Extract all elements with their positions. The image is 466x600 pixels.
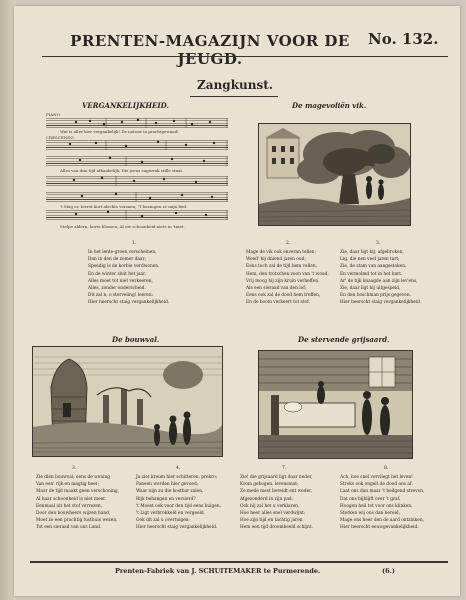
verse-line: Alles moet tot niet verkeeren,	[88, 278, 153, 284]
verse-number: 1.	[132, 241, 137, 246]
verse-line: Stroks ook ongelt de dood ons af.	[340, 482, 413, 488]
verse-line: Ja ziet kreum hier schitteren, prekro;	[136, 475, 218, 480]
ruin-illustration	[33, 347, 222, 456]
page-title: PRENTEN-MAGAZIJN VOOR DE JEUGD.	[70, 32, 350, 68]
verse-line: Hier heerscht staig vergankelijkheid.	[136, 525, 218, 531]
verse-line: Zie, daar ligt hij uitgespeid,	[340, 286, 401, 292]
dying-old-man-illustration	[259, 351, 412, 458]
verse-line: Paneen worden hier gevoed;	[136, 482, 199, 488]
lyric-line: Stelpe aldern, korte blossen, Al uw schoonheid niets in 'tniet.	[60, 224, 185, 229]
verse-line: Krom gebogen, levensmat;	[240, 482, 299, 488]
verse-line: Tot een sieraad van ons Land.	[36, 525, 102, 531]
verse-line: Eens tuch zal de tijd hem vellen,	[246, 264, 317, 270]
verse-line: Lig, die nen veel jaren tart;	[340, 257, 400, 263]
lyric-line: 't Mag er, Ieerst kort alechts verzaen; 'T bezingen ze mijn lied.	[60, 204, 188, 209]
verse-line: Laat ons dan maar 't heilgend streven,	[340, 489, 425, 495]
footer-rule	[30, 561, 448, 563]
verse-line: Hier heerscht staig vergankelijkheid.	[340, 300, 422, 306]
verse-line: Dit zal n, o sterveling! leeren:	[88, 293, 154, 299]
lyric-line: Wat is aller kier vergankelijk! De natuur in prachtgewaad!	[60, 129, 179, 134]
caption-oak: De magevoliën vik.	[292, 101, 367, 110]
verse-line: Weed' hij dniend jaren oud;	[246, 257, 306, 263]
verse-line: En den boschman prijs gegeven.	[340, 293, 411, 299]
verse-line: Hoe zijn tijd en tachtig jaren	[240, 518, 303, 524]
tempo-marking: PIANO.	[46, 112, 61, 117]
verse-line: Hem een tijd droombeeld schijnt.	[240, 525, 313, 531]
lyric-line: Alles van dun tijd afhankelijk, Die jeens sugwenk stille staat.	[60, 168, 184, 173]
title-rule	[42, 56, 448, 57]
verse-line: Hier heerscht staig vergankelijkheid.	[88, 300, 170, 306]
verse-number: 4.	[176, 466, 181, 471]
verse-line: 't Moest ook voor den tijd eens buigen,	[136, 503, 221, 509]
verse-line: Zie! die grijsaard ligt daar neder,	[240, 475, 313, 480]
verse-line: En de winter sluit het jaar.	[88, 271, 147, 277]
engraving-ruin	[32, 346, 223, 457]
verse-line: Eens ook zal de dood hem treffen,	[246, 293, 321, 299]
page-number: (6.)	[382, 567, 395, 575]
verse-line: Spoedig is de korbie verdwenen,	[88, 264, 160, 270]
verse-line: Zie, de stam van aangestoken,	[340, 264, 407, 270]
verse-line: Afgezonderd in zijn pad.	[240, 496, 294, 502]
publisher-imprint: Prenten-Fabriek van J. SCHUITEMAKER te Purmerende.	[115, 567, 321, 575]
verse-1	[88, 249, 169, 307]
verse-line: Maar de tijd maakt geen verschoning,	[36, 489, 120, 495]
verse-line: Ze mede mest bereidt ent weder,	[240, 489, 313, 495]
verse-line: Moet ze een prachtig lusthuis wezen,	[36, 518, 118, 524]
verse-line: Rijk behangen en versierd?	[136, 496, 196, 502]
verse-line: Ach, hoe snel vervliegt het leven!	[340, 475, 413, 480]
engraving-dying-old-man	[258, 350, 413, 459]
verse-line: Waar nijn zu die kostbar zalen,	[136, 489, 204, 495]
verse-line: En de boom verkeert tot stof.	[246, 300, 310, 306]
verse-line: In het lente-groen verscheinen,	[88, 250, 157, 255]
verse-line: Dan in den de zomer daar;	[88, 257, 146, 263]
music-notes	[46, 112, 228, 234]
verse-2	[246, 249, 329, 307]
verse-number: 7.	[282, 466, 287, 471]
verse-line: Hem, den trotschen zoon van 't woud.	[246, 271, 329, 277]
verse-line: Sterken wij ons dan bereid,	[340, 511, 401, 517]
verse-line: Hoe heer alles snel verdwijnt;	[240, 511, 306, 517]
verse-5	[36, 474, 119, 532]
verse-6	[136, 474, 221, 532]
verse-line: Eenmaal uit het stof verrezen,	[36, 503, 103, 509]
song-title: VERGANKELIJKHEID.	[82, 101, 169, 110]
verse-line: Al haar schoonheid is niet meer.	[36, 496, 107, 502]
issue-number: No. 132.	[368, 30, 439, 48]
caption-ruin: De bouwval.	[112, 335, 160, 344]
sheet-music	[46, 112, 228, 234]
verse-line: Ar' de tijk knaagde aan zijn lev'ens,	[340, 278, 418, 284]
verse-7	[240, 474, 313, 532]
verse-line: Vrij mocg hij zijn kruin verheffen,	[246, 278, 320, 284]
verse-line: Zie, daar ligt bij, afgebroken,	[340, 250, 404, 255]
verse-8	[340, 474, 424, 532]
verse-line: Mage de vik ook enveran tellen;	[246, 250, 317, 255]
verse-line: Ook dit zal u overtuigen:	[136, 518, 190, 524]
verse-line: Als een sieraad van den lof;	[246, 286, 307, 292]
verse-number: 3.	[376, 241, 381, 246]
verse-line: 't Ligt verbrokkeld en vergeeld.	[136, 511, 206, 517]
verse-line: Alles, zonder onderscheid.	[88, 286, 146, 292]
dynamics-marking: CRESCENDO.	[46, 135, 75, 140]
caption-dying-old-man: De stervende grijsaard.	[298, 335, 390, 344]
verse-number: 8.	[384, 466, 389, 471]
verse-number: 2.	[286, 241, 291, 246]
engraving-oak-tree	[258, 123, 411, 226]
verse-line: Door den bouwheers wijzen hand,	[36, 511, 111, 517]
verse-line: Mage ons heer den de aard ontzinken,	[340, 518, 424, 524]
section-subtitle: Zangkunst.	[197, 78, 273, 92]
verse-line: Ook hij zal het u verklaren,	[240, 503, 300, 509]
verse-line: Hoogen heil tot voor ons klinken,	[340, 503, 413, 509]
verse-3	[340, 249, 421, 307]
verse-line: Hier heerscht eeuwgevankelijkheid.	[340, 525, 419, 531]
verse-line: Van een' rijk en magtig heer;	[36, 482, 100, 488]
verse-line: Dat ons bijblijft over 't graf.	[340, 496, 401, 502]
oak-tree-illustration	[259, 124, 410, 225]
verse-line: Zie dien bouwval; eens de woning	[36, 475, 111, 480]
verse-number: 3.	[72, 466, 77, 471]
subtitle-rule	[190, 96, 278, 97]
verse-line: En vermolmd tot in het hart.	[340, 271, 403, 277]
